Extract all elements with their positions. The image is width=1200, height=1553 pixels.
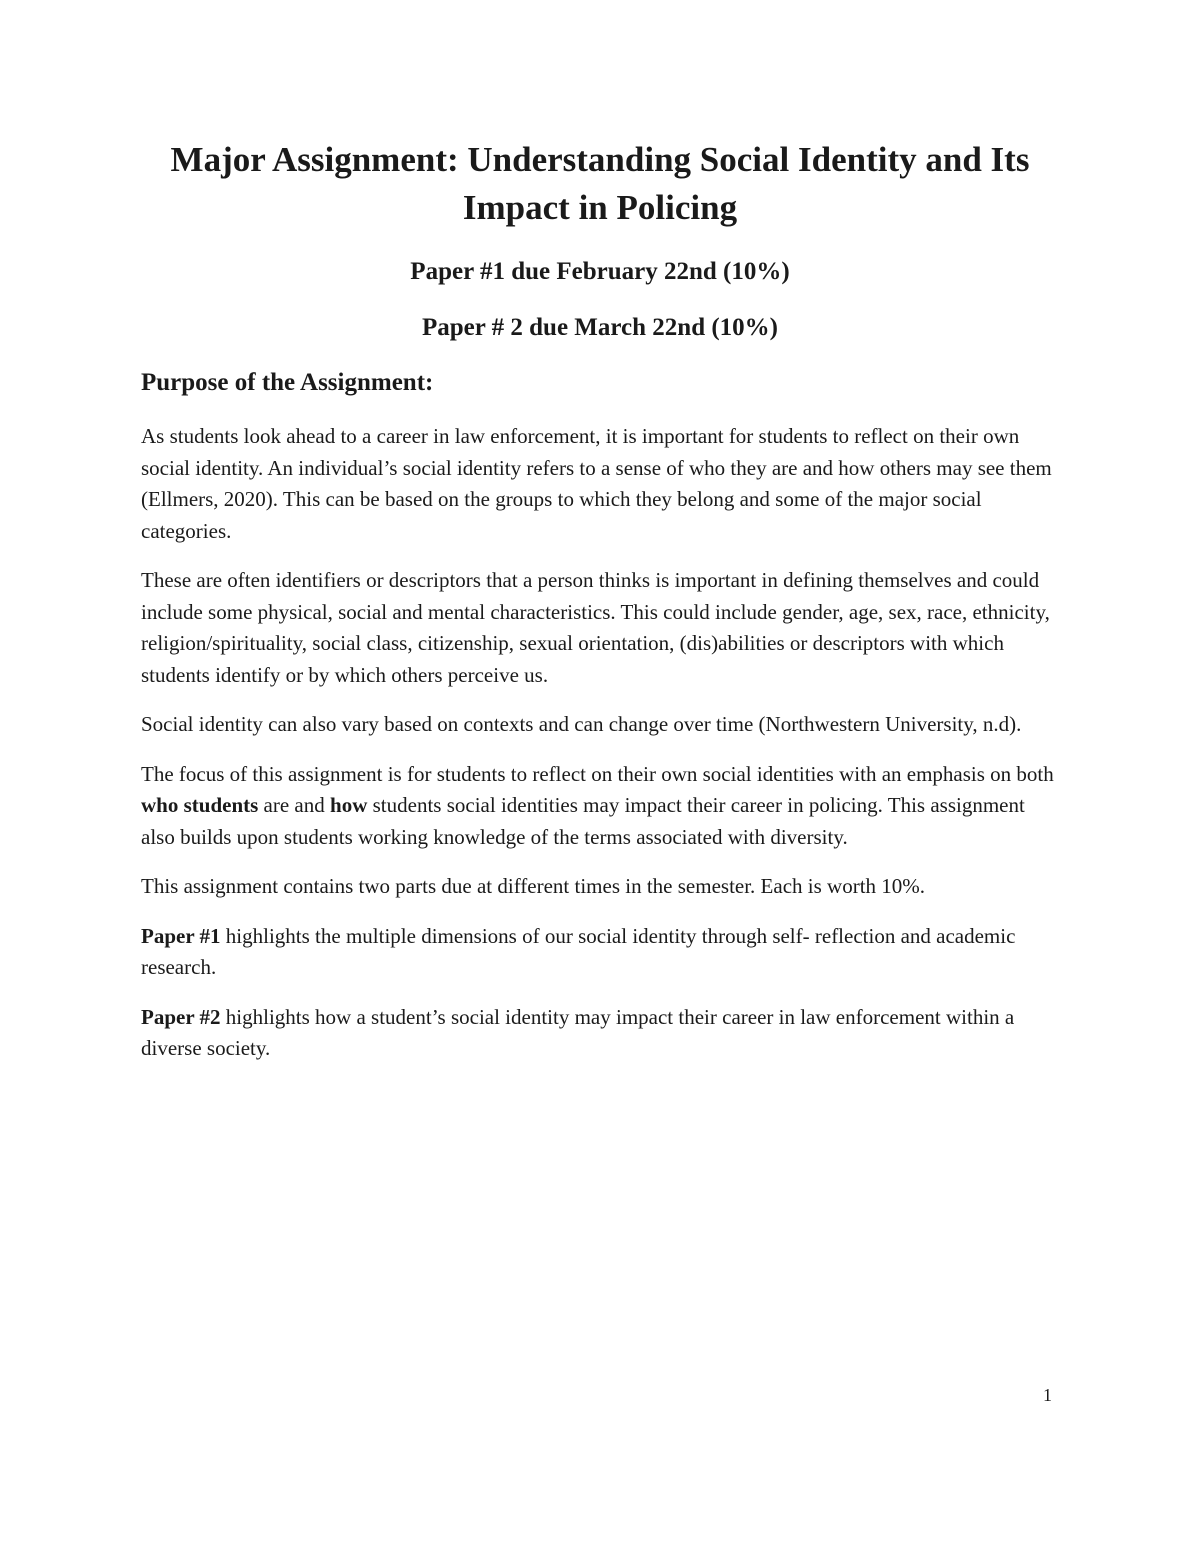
paper2-description: highlights how a student’s social identity may impact their career in law enforcement within a diverse society. xyxy=(141,1004,1015,1060)
paper2-due-date: Paper # 2 due March 22nd (10%) xyxy=(421,314,779,341)
paragraph-identifiers: These are often identifiers or descriptors that a person thinks is important in defining themselves and could include some physical, social and mental characteristics. This could include gender, age, sex, race, ethnicity, religion/spirituality, social class, citizenship, sexual orientation, (dis)abilities or descriptors with which students identify or by which others perceive us. xyxy=(141,568,1050,687)
paragraph-two-parts: This assignment contains two parts due at different times in the semester. Each is worth 10%. xyxy=(141,874,926,898)
focus-bold-how: how xyxy=(330,793,368,817)
paragraph-paper1 xyxy=(141,921,1061,984)
document-title xyxy=(120,136,1080,232)
focus-text-1: The focus of this assignment is for students to reflect on their own social identities with an emphasis on both xyxy=(141,761,1054,786)
paragraph-paper2 xyxy=(141,1002,1061,1065)
purpose-heading: Purpose of the Assignment: xyxy=(141,369,434,396)
paragraph-context-change: Social identity can also vary based on contexts and can change over time (Northwestern University, n.d). xyxy=(141,712,1022,736)
paragraph-assignment-focus xyxy=(141,759,1061,854)
focus-bold-who-students: who students xyxy=(141,793,259,817)
paper1-description: highlights the multiple dimensions of our social identity through self- reflection and academic research. xyxy=(141,923,1016,979)
paper2-label: Paper #2 xyxy=(141,1004,221,1029)
paper1-label: Paper #1 xyxy=(141,923,221,948)
focus-text-3: students social identities may impact their career in policing. This assignment also builds upon students working knowledge of the terms associated with diversity. xyxy=(141,793,1025,849)
document-body xyxy=(141,421,1061,1083)
focus-text-2: are and xyxy=(258,793,331,817)
page-number: 1 xyxy=(1043,1385,1052,1405)
paragraph-social-identity-intro: As students look ahead to a career in law enforcement, it is important for students to reflect on their own social identity. An individual’s social identity refers to a sense of who they are and how others may see them (Ellmers, 2020). This can be based on the groups to which they belong and some of the major social categories. xyxy=(141,424,1052,543)
title-line-1: Major Assignment: Understanding Social Identity and Its xyxy=(170,140,1030,179)
paper1-due-date: Paper #1 due February 22nd (10%) xyxy=(410,258,790,285)
title-line-2: Impact in Policing xyxy=(462,188,738,227)
